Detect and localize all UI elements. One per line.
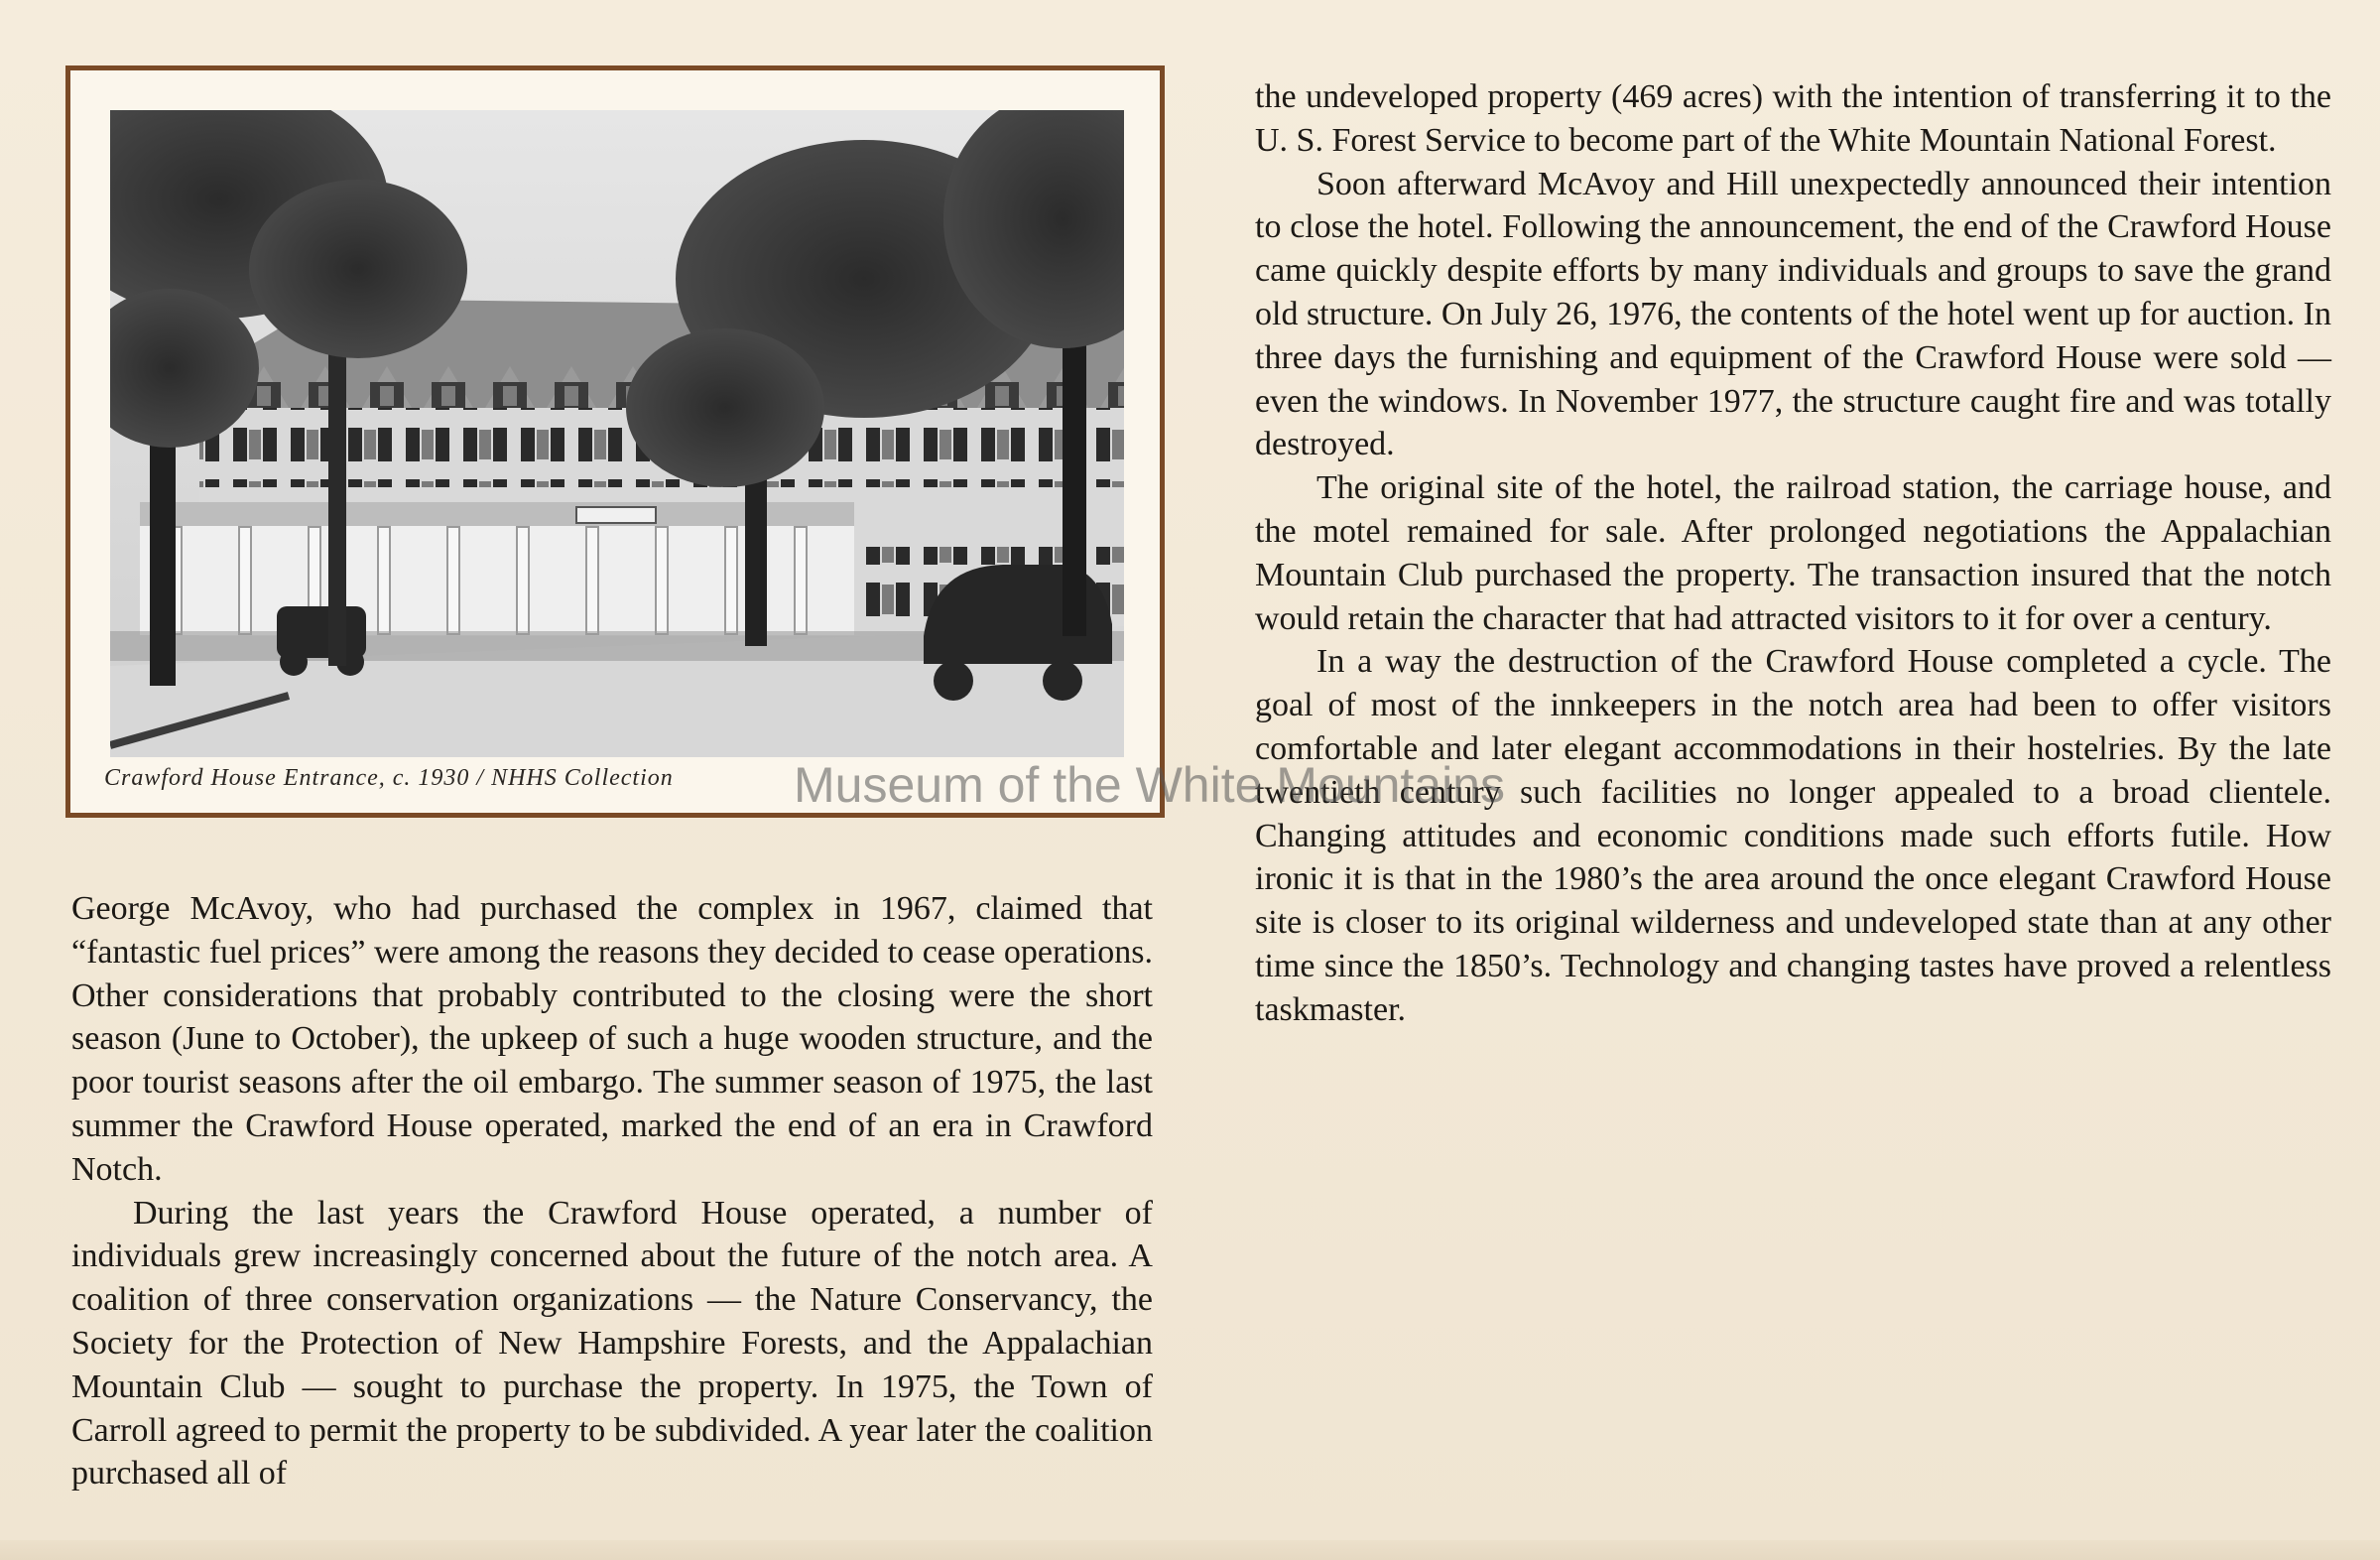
museum-watermark: Museum of the White Mountains: [794, 757, 1505, 813]
paragraph: George McAvoy, who had purchased the complex in 1967, claimed that “fantastic fuel prices” were among the reasons they decided to cease operations. Other considerations that probably contributed to the closing were the short season (June to October), the upkeep of such a huge wooden structure, and the poor tourist seasons after the oil embargo. The summer season of 1975, the last summer the Crawford House operated, marked the end of an era in Crawford Notch.: [71, 890, 1153, 1188]
photo-frame: [65, 65, 1165, 818]
left-column: [71, 887, 1153, 1495]
page-fold-edge: [0, 1540, 2380, 1560]
right-column: [1255, 75, 2331, 1032]
paragraph: In a way the destruction of the Crawford House completed a cycle. The goal of most of the innkeepers in the notch area had been to offer visitors comfortable and later elegant accommodations in their hostelries. By the late twentieth century such facilities no longer appealed to a broad clientele. Changing attitudes and economic conditions made such efforts futile. How ironic it is that in the 1980’s the area around the once elegant Crawford House site is closer to its original wilderness and undeveloped state than at any other time since the 1850’s. Technology and changing tastes have proved a relentless taskmaster.: [1255, 643, 2331, 1028]
photo-caption: Crawford House Entrance, c. 1930 / NHHS Collection: [104, 765, 674, 791]
crawford-house-photo: [110, 110, 1124, 757]
photo-illustration: [110, 110, 1124, 757]
paragraph: Soon afterward McAvoy and Hill unexpectedly announced their intention to close the hotel. Following the announcement, the end of the Crawford House came quickly despite efforts by many individuals and groups to save the grand old structure. On July 26, 1976, the contents of the hotel went up for auction. In three days the furnishing and equipment of the Crawford House were sold — even the windows. In November 1977, the structure caught fire and was totally destroyed.: [1255, 165, 2331, 463]
paragraph: During the last years the Crawford House operated, a number of individuals grew increasingly concerned about the future of the notch area. A coalition of three conservation organizations — the Nature Conservancy, the Society for the Protection of New Hampshire Forests, and the Appalachian Mountain Club — sought to purchase the property. In 1975, the Town of Carroll agreed to permit the property to be subdivided. A year later the coalition purchased all of: [71, 1194, 1153, 1493]
paragraph: The original site of the hotel, the railroad station, the carriage house, and the motel remained for sale. After prolonged negotiations the Appalachian Mountain Club purchased the property. The transaction insured that the notch would retain the character that had attracted visitors to it for over a century.: [1255, 469, 2331, 637]
paragraph: the undeveloped property (469 acres) with the intention of transferring it to the U. S. Forest Service to become part of the White Mountain National Forest.: [1255, 78, 2331, 159]
